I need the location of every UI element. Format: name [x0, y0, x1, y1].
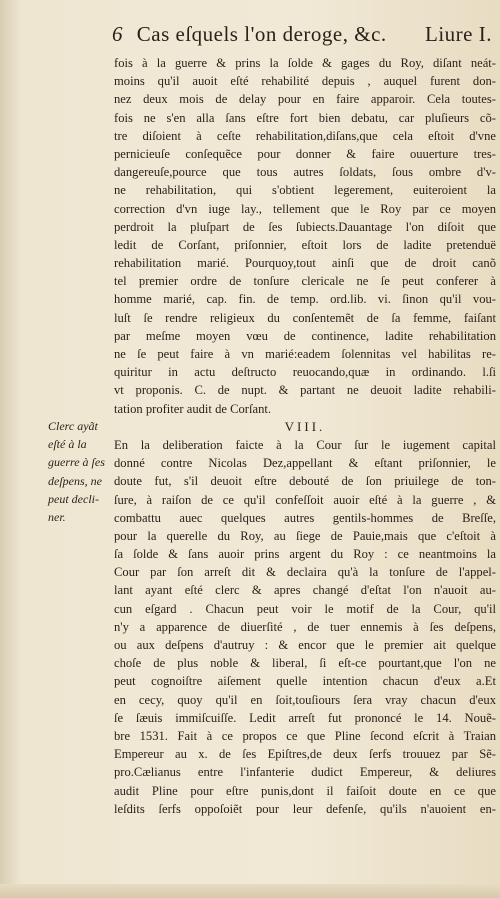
text-line: ſa ſolde & ſans auoir prins argent du Roy : ce neantmoins la — [114, 547, 496, 562]
text-line: rehabilitation marié. Pourquoy,tout ainſi que de droit canõ — [114, 256, 496, 271]
page-number: 6 — [112, 22, 123, 46]
text-line: tel premier ordre de tonſure clericale ne ſe peut conferer à — [114, 274, 496, 289]
text-line: peut cognoiſtre aiſement quelle intention chacun d'eux a.Et — [114, 674, 496, 689]
text-line: pour la querelle du Roy, au ſiege de Pauie,mais que c'eſtoit à — [114, 528, 496, 543]
text-line: quiritur in actu deſtructo reuocando,quæ in ordinando. l.ſi — [114, 365, 496, 380]
book-label: Liure I. — [425, 22, 492, 46]
text-line: donné contre Nicolas Dez,appellant & eſtant priſonnier, le — [114, 456, 496, 471]
text-line: pernicieuſe conſequẽce pour donner & faire ouuerture tres- — [114, 146, 496, 161]
text-line: n'y a apparence de diuerſité , de tuer ennemis à ſes deſpens, — [114, 619, 496, 634]
text-line: luſt ſe rendre religieux du conſentemẽt de ſa femme, faiſant — [114, 310, 496, 325]
text-line: lant ayant eſté clerc & apres changé d'eſtat l'on n'auoit au- — [114, 583, 496, 598]
text-line: ſure, à raiſon de ce qu'il confeſſoit auoir eſté à la guerre , & — [114, 492, 496, 507]
text-line: cun eſgard . Chacun peut voir le motif de la Cour, qu'il — [114, 601, 496, 616]
running-header — [112, 22, 492, 52]
text-line: bre 1531. Fait à ce propos ce que Pline ſecond eſcrit à Traian — [114, 728, 496, 743]
text-line: ledit de Corſant, priſonnier, eſtoit lors de ladite pretenduë — [114, 237, 496, 252]
text-line: fois à la guerre & prins la ſolde & gages du Roy, diſant neát- — [114, 56, 496, 70]
margin-note-line: deſpens, ne — [48, 473, 102, 488]
text-line: choſe de plus noble & liberal, ſi eſt-ce pourtant,que l'on ne — [114, 656, 496, 671]
margin-note-line: Clerc ayãt — [48, 419, 98, 433]
margin-note-line: peut decli- — [48, 491, 99, 506]
text-line: vt proponis. C. de nupt. & partant ne deuoit ladite rehabili- — [114, 383, 496, 398]
page-bottom-edge — [0, 884, 500, 898]
paragraph-2 — [114, 436, 496, 818]
text-line: tation profiter audit de Corſant. — [114, 401, 272, 416]
text-line: audit Pline pour eſtre punis,dont il faiſoit doute en ce que — [114, 783, 496, 798]
body-text — [114, 54, 496, 818]
running-title: Cas eſquels l'on deroge, &c. — [136, 22, 387, 46]
text-line: Empereur au x. de ſes Epiſtres,de deux ſerfs trouuez par Sẽ- — [114, 747, 496, 762]
text-line: tre diſoient à ceſte rehabilitation,diſans,que cela eſtoit d'vne — [114, 128, 496, 143]
section-heading: VIII. — [284, 418, 326, 434]
text-line: En la deliberation faicte à la Cour ſur le iugement capital — [114, 437, 496, 452]
text-line: combattu auec quelques autres gentils-hommes de Breſſe, — [114, 510, 496, 525]
margin-note-line: eſté à la — [48, 437, 87, 452]
text-line: fois ne s'en alla ſans eſtre fort bien debatu, car pluſieurs cõ- — [114, 110, 496, 125]
text-line: doute fut, s'il deuoit eſtre debouté de ſon priuilege de ton- — [114, 474, 496, 489]
text-line: nez deux mois de delay pour en faire apparoir. Cela toutes- — [114, 92, 496, 107]
text-line: ou aux deſpens d'autruy : & encor que le premier ait quelque — [114, 638, 496, 652]
margin-note-line: guerre à ſes — [48, 455, 105, 470]
text-line: en cecy, quoy qu'il en ſoit,touſiours ſera vray chacun d'eux — [114, 692, 496, 707]
paragraph-1 — [114, 54, 496, 418]
text-line: ne rehabilitation, qui s'obtient legerement, euiteroient la — [114, 183, 496, 198]
text-line: moins qu'il auoit eſté rehabilité depuis , auquel furent don- — [114, 74, 496, 89]
text-line: correction d'vn iuge lay., tellement que le Roy par ce moyen — [114, 201, 496, 216]
text-line: leſdits ſerfs oppoſoiẽt pour leur defenſe, qu'ils n'auoient en- — [114, 801, 496, 816]
margin-note — [48, 417, 118, 526]
text-line: homme marié, cap. fin. de temp. ord.lib. vi. ſinon qu'il vou- — [114, 292, 496, 307]
text-line: Cour par ſon arreſt dit & declaira qu'à la tonſure de l'appel- — [114, 565, 496, 580]
text-line: ſe ſæuis immiſcuiſſe. Ledit arreſt fut prononcé le 14. Nouẽ- — [114, 710, 496, 725]
text-line: ne ſe peut faire à vn marié:eadem ſolennitas vel habilitas re- — [114, 347, 496, 361]
text-line: par meſme moyen vœu de continence, ladite rehabilitation — [114, 328, 496, 343]
text-line: dangereuſe,pource que tous autres ſoldats, ſous ombre d'v- — [114, 165, 496, 180]
text-line: pro.Cælianus entre l'infanterie dudict Empereur, & deliures — [114, 765, 496, 780]
margin-note-line: ner. — [48, 510, 66, 525]
text-line: perdroit la pluſpart de ſes ſubiects.Dauantage l'on diſoit que — [114, 219, 496, 234]
